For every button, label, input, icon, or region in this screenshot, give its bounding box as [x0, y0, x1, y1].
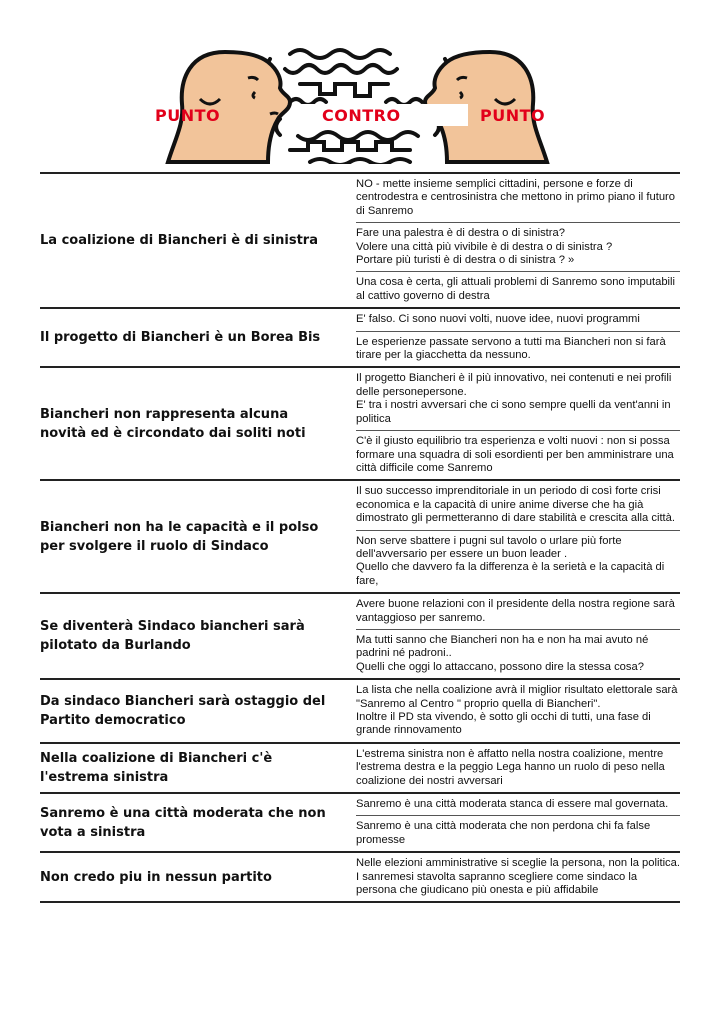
table-row [40, 479, 680, 592]
claim-text: Biancheri non ha le capacità e il polso per svolgere il ruolo di Sindaco [40, 519, 319, 554]
claim-text: Da sindaco Biancheri sarà ostaggio del Partito democratico [40, 694, 326, 728]
table-row [40, 678, 680, 742]
table-row [40, 592, 680, 678]
answer-text: Il progetto Biancheri è il più innovativo, nei contenuti e nei profili delle personepersone. E' tra i nostri avversari che ci sono sempre quelli da vent'anni in politica [356, 372, 672, 425]
table-row [40, 307, 680, 366]
claims-table [40, 172, 680, 903]
answer-list [340, 481, 680, 592]
two-faces-maze-icon [150, 44, 565, 164]
answer-list [340, 368, 680, 479]
answer-text: C'è il giusto equilibrio tra esperienza e volti nuovi : non si possa formare una squadra di soli esordienti per ben amministrare una città difficile come Sanremo [356, 430, 680, 479]
answer-text: Fare una palestra è di destra o di sinistra? Volere una città più vivibile è di destra o di sinistra ? Portare più turisti è di destra o di sinistra ? » [356, 222, 680, 271]
table-row [40, 172, 680, 307]
claim-text: La coalizione di Biancheri è di sinistra [40, 233, 318, 249]
table-row [40, 851, 680, 903]
answer-text: Il suo successo imprenditoriale in un periodo di così forte crisi economica e la capacità di unire anime diverse che ha già dimostrato gli permetteranno di dare stabilità e crescita alla città. [356, 485, 675, 525]
answer-list [340, 853, 680, 901]
answer-text: La lista che nella coalizione avrà il miglior risultato elettorale sarà "Sanremo al Centro " proprio quella di Biancheri". Inoltre il PD sta vivendo, è sotto gli occhi di tutti, una fase di grande rinnovamento [356, 684, 678, 737]
answer-list [340, 309, 680, 366]
answer-text: Non serve sbattere i pugni sul tavolo o urlare più forte dell'avversario per essere un buon leader . Quello che davvero fa la differenza è la serietà e la capacità di fare, [356, 530, 680, 593]
claim-text: Biancheri non rappresenta alcuna novità ed è circondato dai soliti noti [40, 406, 306, 441]
answer-text: Nelle elezioni amministrative si sceglie la persona, non la politica. I sanremesi stavolta sapranno scegliere come sindaco la persona che giudicano più onesta e più affidabile [356, 857, 680, 897]
claim-text: Nella coalizione di Biancheri c'è l'estrema sinistra [40, 750, 273, 785]
answer-text: L'estrema sinistra non è affatto nella nostra coalizione, mentre l'estrema destra e la peggio Lega hanno un ruolo di peso nella coalizione dei nostri avversari [356, 747, 665, 787]
answer-list [340, 744, 680, 792]
answer-text: Avere buone relazioni con il presidente della nostra regione sarà vantaggioso per sanremo. [356, 598, 675, 624]
answer-list [340, 794, 680, 851]
answer-text: Le esperienze passate servono a tutti ma Biancheri non si farà tirare per la giacchetta da nessuno. [356, 331, 680, 367]
answer-list [340, 594, 680, 678]
logo-word-right: PUNTO [480, 106, 546, 125]
table-row [40, 742, 680, 792]
claim-text: Sanremo è una città moderata che non vota a sinistra [40, 805, 326, 840]
answer-list [340, 680, 680, 742]
answer-text: NO - mette insieme semplici cittadini, persone e forze di centrodestra e centrosinistra che mettono in primo piano il futuro di Sanremo [356, 178, 676, 217]
answer-text: E' falso. Ci sono nuovi volti, nuove idee, nuovi programmi [356, 313, 640, 326]
claim-text: Non credo piu in nessun partito [40, 869, 272, 885]
answer-list [340, 174, 680, 307]
answer-text: Ma tutti sanno che Biancheri non ha e non ha mai avuto né padrini né padroni.. Quelli che oggi lo attaccano, possono dire la stessa cosa? [356, 629, 680, 678]
logo-word-center: CONTRO [322, 106, 401, 125]
table-row [40, 792, 680, 851]
logo-word-left: PUNTO [155, 106, 221, 125]
answer-text: Sanremo è una città moderata che non perdona chi fa false promesse [356, 815, 680, 851]
answer-text: Sanremo è una città moderata stanca di essere mal governata. [356, 798, 669, 811]
answer-text: Una cosa è certa, gli attuali problemi di Sanremo sono imputabili al cattivo governo di destra [356, 271, 680, 307]
claim-text: Se diventerà Sindaco biancheri sarà pilotato da Burlando [40, 619, 305, 654]
punto-contro-punto-logo [150, 44, 565, 164]
table-row [40, 366, 680, 479]
claim-text: Il progetto di Biancheri è un Borea Bis [40, 330, 321, 346]
